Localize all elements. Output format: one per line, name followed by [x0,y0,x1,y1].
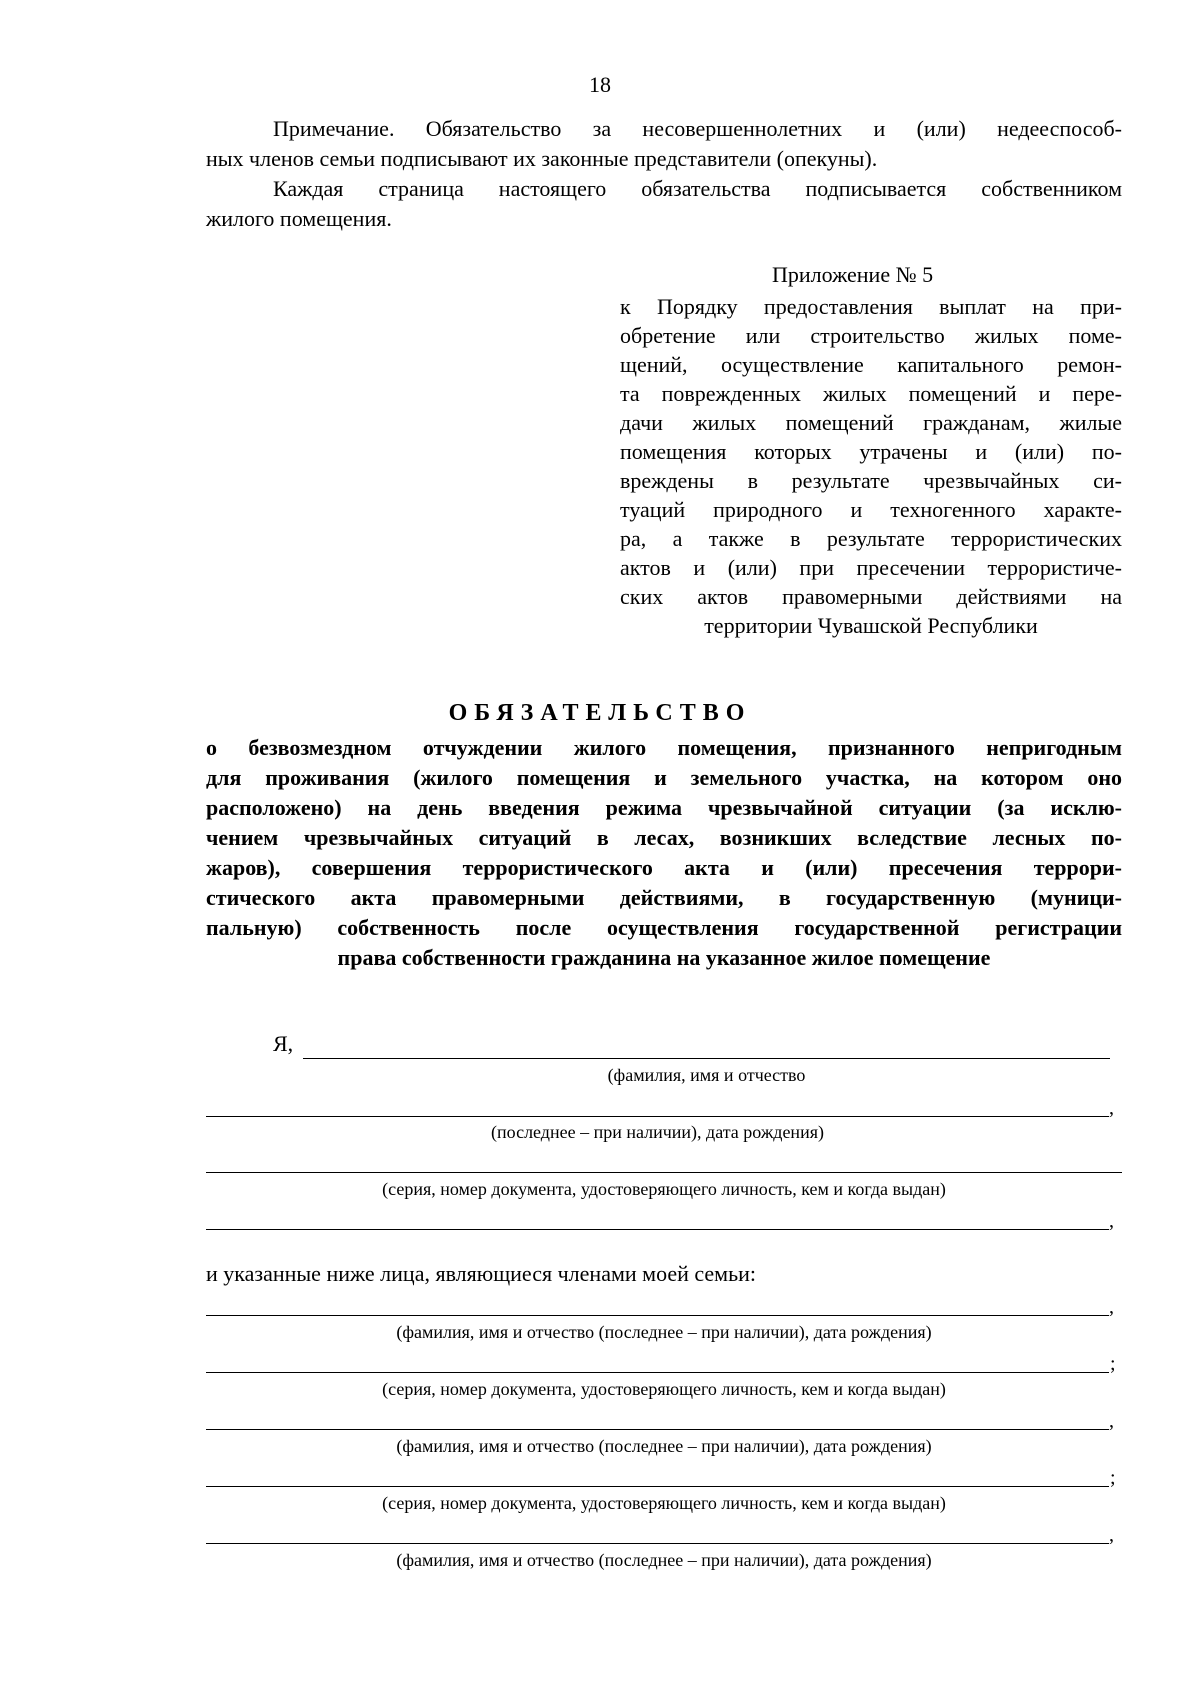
applicant-dob-line[interactable] [206,1116,1109,1117]
note-line: Каждая страница настоящего обязательства подписывается собственником [273,176,1122,201]
family-member-name-line[interactable] [206,1429,1109,1430]
appendix-line: вреждены в результате чрезвычайных си- [620,468,1122,493]
subtitle-line: права собственности гражданина на указанное жилое помещение [337,945,991,970]
family-intro: и указанные ниже лица, являющиеся членами моей семьи: [206,1261,757,1286]
note-line: Примечание. Обязательство за несовершеннолетних и (или) недееспособ- [273,116,1122,141]
fio-full-caption: (фамилия, имя и отчество (последнее – при наличии), дата рождения) [396,1550,932,1570]
applicant-id-line[interactable] [206,1172,1122,1173]
appendix-line: ра, а также в результате террористических [620,526,1122,551]
comma-mark: , [1109,1296,1114,1318]
document-subtitle [206,733,1122,973]
id-doc-caption: (серия, номер документа, удостоверяющего личность, кем и когда выдан) [382,1179,946,1199]
comma-mark: , [1109,1524,1114,1546]
note-paragraph [206,114,1122,174]
appendix-line: обретение или строительство жилых поме- [620,323,1122,348]
appendix-line: помещения которых утрачены и (или) по- [620,439,1122,464]
appendix-line: щений, осуществление капитального ремон- [620,352,1122,377]
appendix-line: та поврежденных жилых помещений и пере- [620,381,1122,406]
family-member-name-line[interactable] [206,1315,1109,1316]
subtitle-line: о безвозмездном отчуждении жилого помещения, признанного непригодным [206,735,1122,760]
i-label: Я, [273,1031,294,1056]
id-doc-caption: (серия, номер документа, удостоверяющего личность, кем и когда выдан) [382,1493,946,1513]
note-line: жилого помещения. [206,206,392,231]
comma-mark: , [1109,1210,1114,1232]
family-member-id-line[interactable] [206,1486,1109,1487]
appendix-reference [620,292,1122,640]
semicolon-mark: ; [1110,1467,1116,1489]
signature-note-paragraph [206,174,1122,234]
document-title: ОБЯЗАТЕЛЬСТВО [448,700,752,726]
id-doc-caption: (серия, номер документа, удостоверяющего личность, кем и когда выдан) [382,1379,946,1399]
fio-full-caption: (фамилия, имя и отчество (последнее – при наличии), дата рождения) [396,1436,932,1456]
appendix-line: ских актов правомерными действиями на [620,584,1122,609]
semicolon-mark: ; [1110,1353,1116,1375]
comma-mark: , [1109,1410,1114,1432]
appendix-line: к Порядку предоставления выплат на при- [620,294,1122,319]
subtitle-line: расположено) на день введения режима чрезвычайной ситуации (за исклю- [206,795,1122,820]
subtitle-line: жаров), совершения террористического акта и (или) пресечения террори- [206,855,1122,880]
appendix-line: территории Чувашской Республики [704,613,1038,638]
appendix-line: дачи жилых помещений гражданам, жилые [620,410,1122,435]
page-number: 18 [589,72,611,97]
appendix-line: актов и (или) при пресечении террористиче- [620,555,1122,580]
family-member-id-line[interactable] [206,1372,1109,1373]
subtitle-line: чением чрезвычайных ситуаций в лесах, возникших вследствие лесных по- [206,825,1122,850]
note-line: ных членов семьи подписывают их законные представители (опекуны). [206,146,878,171]
subtitle-line: пальную) собственность после осуществления государственной регистрации [206,915,1122,940]
dob-caption: (последнее – при наличии), дата рождения) [491,1122,824,1142]
subtitle-line: для проживания (жилого помещения и земельного участка, на котором оно [206,765,1122,790]
subtitle-line: стического акта правомерными действиями, в государственную (муници- [206,885,1122,910]
appendix-title: Приложение № 5 [772,262,934,287]
fio-caption: (фамилия, имя и отчество [607,1065,806,1085]
family-member-name-line[interactable] [206,1543,1109,1544]
appendix-line: туаций природного и техногенного характе- [620,497,1122,522]
comma-mark: , [1109,1097,1114,1119]
applicant-name-line[interactable] [303,1058,1110,1059]
applicant-id-line-2[interactable] [206,1229,1109,1230]
fio-full-caption: (фамилия, имя и отчество (последнее – при наличии), дата рождения) [396,1322,932,1342]
